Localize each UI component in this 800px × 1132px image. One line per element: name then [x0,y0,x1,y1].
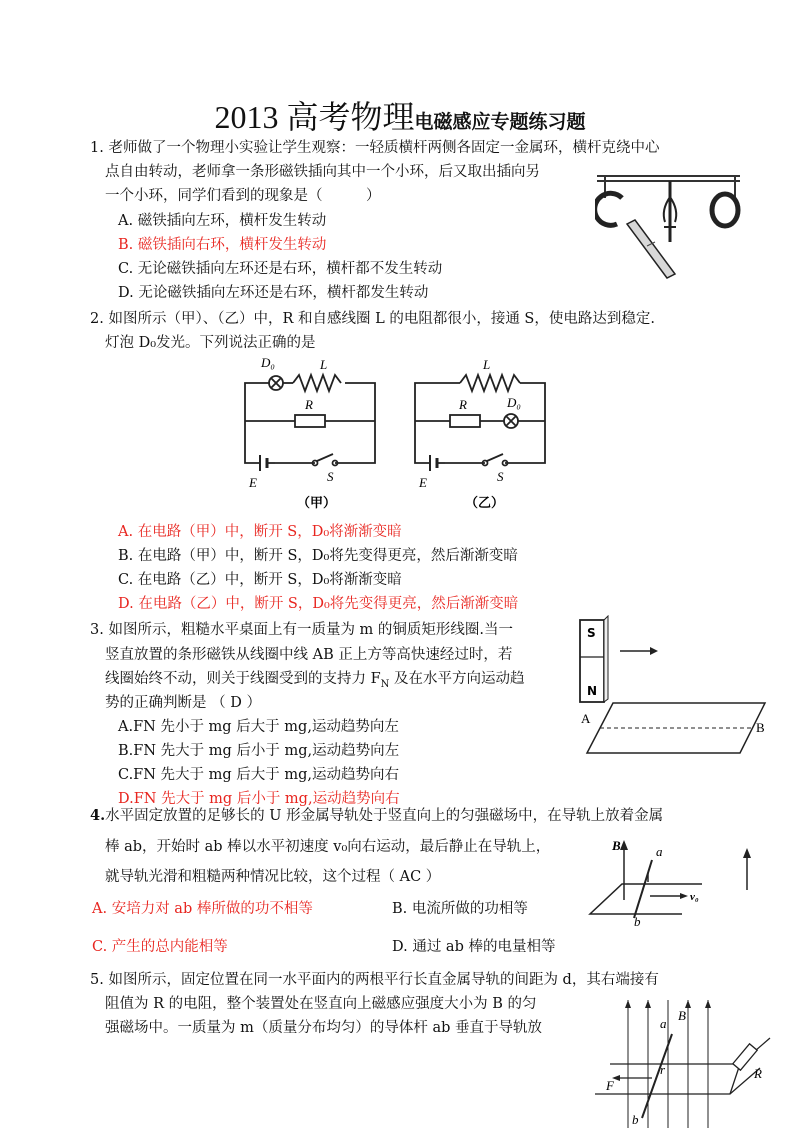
rail-bb-label: b [634,914,641,928]
rail5-f-label: F [606,1078,614,1093]
fig-r-label-jia: R [305,397,313,412]
title-sub: 电磁感应专题练习题 [414,111,586,133]
circuit-figure [225,355,565,515]
rail5-r-label: r [660,1062,666,1077]
fig-r-label-yi: R [459,397,467,412]
q1-option-b-answer: B. 磁铁插向右环，横杆发生转动 [118,237,327,253]
fig-e-label-yi: E [419,475,427,490]
fig-d0-label-yi: D₀ [507,395,521,410]
title-main: 2013 高考物理 [214,99,415,135]
q4-line1: 4.水平固定放置的足够长的 U 形金属导轨处于竖直向上的匀强磁场中，在导轨上放着金属 [90,807,664,824]
coil-b-label: B [756,720,765,735]
rail-a-label: a [656,844,663,859]
fig-s-label-yi: S [497,469,504,484]
fig-e-label-jia: E [249,475,257,490]
q4-option-b: B. 电流所做的功相等 [392,901,528,917]
fig-s-label-jia: S [327,469,334,484]
q1-line3: 一个小环，同学们看到的现象是（ ） [105,188,381,204]
q4-option-d: D. 通过 ab 棒的电量相等 [392,939,556,955]
rail-b-label: B [612,838,621,853]
q1-option-d: D. 无论磁铁插向左环还是右环，横杆都发生转动 [118,285,429,301]
magnet-coil-figure [575,615,775,765]
q2-option-b: B. 在电路（甲）中，断开 S，D₀将先变得更亮，然后渐渐变暗 [118,548,518,564]
q4-line3: 就导轨光滑和粗糙两种情况比较，这个过程（ AC ） [105,869,441,885]
q3-line4: 势的正确判断是 （ D ） [105,695,261,711]
q2-option-a-answer: A. 在电路（甲）中，断开 S，D₀将渐渐变暗 [118,524,402,540]
u-rail-figure [582,838,777,928]
q4-option-c-answer: C. 产生的总内能相等 [92,939,228,955]
rail-v0-label: v₀ [690,891,699,903]
q2-option-d-answer: D. 在电路（乙）中，断开 S，D₀将先变得更亮，然后渐渐变暗 [118,596,519,612]
rail5-resistor-label: R [754,1066,762,1081]
rail5-a-label: a [660,1016,667,1031]
rotating-rings-figure [595,162,745,282]
page-title [0,92,800,138]
rail5-bb-label: b [632,1112,639,1127]
magnet-s-label: S [587,626,596,640]
q3-line3: 线圈始终不动，则关于线圈受到的支持力 $F_N$ 及在水平方向运动趋 [105,671,525,690]
q2-line2: 灯泡 D₀发光。下列说法正确的是 [105,335,316,351]
circuit-jia [245,375,375,471]
fig-l-label-yi: L [483,357,491,372]
q1-line1: 1. 老师做了一个物理小实验让学生观察：一轻质横杆两侧各固定一金属环，横杆克绕中心 [90,140,660,156]
q5-line3: 强磁场中。一质量为 m（质量分布均匀）的导体杆 ab 垂直于导轨放 [105,1020,543,1036]
q4-line2: 棒 ab，开始时 ab 棒以水平初速度 v₀向右运动，最后静止在导轨上， [105,839,551,855]
q3-line1: 3. 如图所示，粗糙水平桌面上有一质量为 m 的铜质矩形线圈.当一 [90,622,514,638]
q3-line2: 竖直放置的条形磁铁从线圈中线 AB 正上方等高快速经过时，若 [105,647,513,663]
q3-option-d-answer: D.FN 先大于 mg 后小于 mg,运动趋势向右 [118,791,400,807]
fig-d0-label-jia: D₀ [261,355,275,370]
parallel-rail-figure [590,998,780,1130]
q2-line1: 2. 如图所示（甲）、（乙）中，R 和自感线圈 L 的电阻都很小，接通 S，使电路达到稳定. [90,311,655,327]
q3-option-c: C.FN 先大于 mg 后大于 mg,运动趋势向右 [118,767,400,783]
fig-caption-jia: （甲） [297,496,337,511]
rail5-b-label: B [678,1008,686,1023]
q3-option-b: B.FN 先大于 mg 后小于 mg,运动趋势向左 [118,743,400,759]
q2-option-c: C. 在电路（乙）中，断开 S，D₀将渐渐变暗 [118,572,402,588]
q4-option-a-answer: A. 安培力对 ab 棒所做的功不相等 [92,901,313,917]
q5-line2: 阻值为 R 的电阻，整个装置处在竖直向上磁感应强度大小为 B 的匀 [105,996,537,1012]
fig-l-label-jia: L [320,357,328,372]
magnet-n-label: N [587,684,598,698]
q1-option-a: A. 磁铁插向左环，横杆发生转动 [118,213,327,229]
q3-option-a: A.FN 先小于 mg 后大于 mg,运动趋势向左 [118,719,399,735]
q1-option-c: C. 无论磁铁插向左环还是右环，横杆都不发生转动 [118,261,443,277]
q5-line1: 5. 如图所示，固定位置在同一水平面内的两根平行长直金属导轨的间距为 d，其右端接有 [90,972,659,988]
circuit-yi [415,375,545,471]
coil-a-label: A [581,711,591,726]
q1-line2: 点自由转动，老师拿一条形磁铁插向其中一个小环，后又取出插向另 [105,164,540,180]
fig-caption-yi: （乙） [465,496,505,511]
